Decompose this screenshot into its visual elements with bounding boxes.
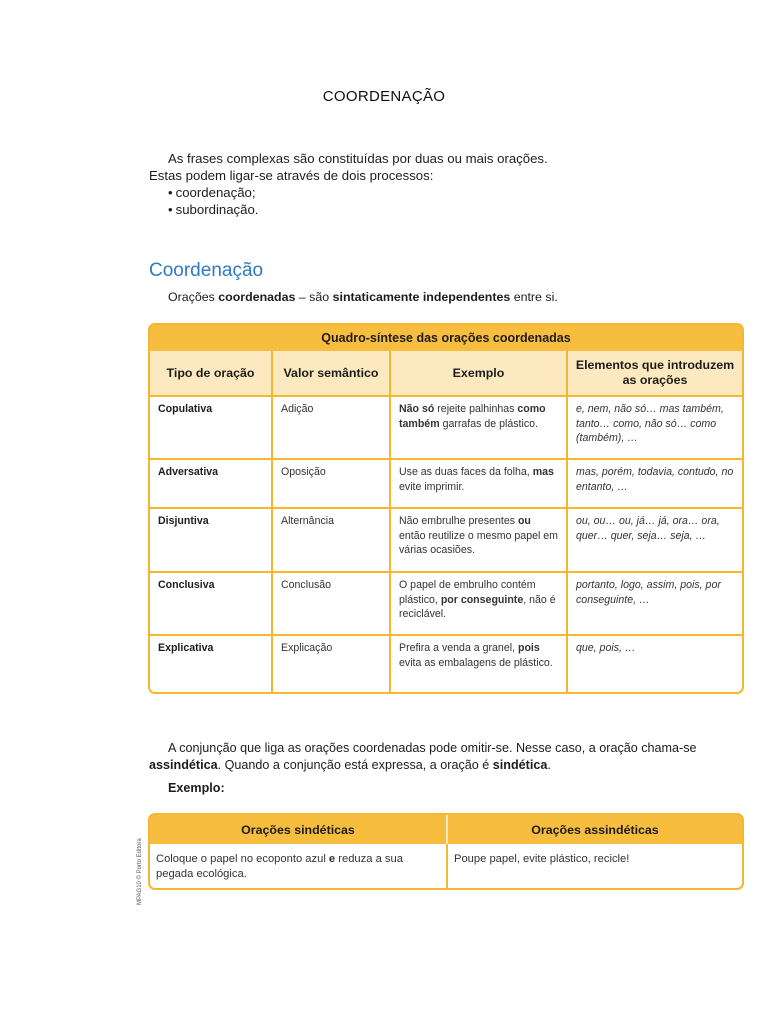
bold-connector: Não só <box>399 403 435 415</box>
column-header-type: Tipo de oração <box>150 351 272 396</box>
text-segment: Prefira a venda a granel, <box>399 642 518 654</box>
cell-type: Explicativa <box>150 635 272 693</box>
summary-table-body <box>150 396 742 693</box>
lead-text: entre si. <box>510 290 558 304</box>
table-row <box>150 635 742 693</box>
intro-line-2: Estas podem ligar-se através de dois processos: <box>149 168 434 183</box>
example-table-grid <box>150 815 742 890</box>
cell-example <box>390 635 567 693</box>
intro-paragraph <box>149 150 548 218</box>
cell-type: Adversativa <box>150 459 272 508</box>
cell-asyndetic-example: Poupe papel, evite plástico, recicle! <box>447 844 742 890</box>
cell-type: Conclusiva <box>150 572 272 635</box>
text-segment: Coloque o papel no ecoponto azul <box>156 853 329 865</box>
column-header-syndetic: Orações sindéticas <box>150 815 447 844</box>
summary-table-grid <box>150 351 742 693</box>
column-header-asyndetic: Orações assindéticas <box>447 815 742 844</box>
page-title: COORDENAÇÃO <box>322 88 446 105</box>
text-segment: Não embrulhe presentes <box>399 515 518 527</box>
table-header-row <box>150 351 742 396</box>
cell-type: Copulativa <box>150 396 272 459</box>
cell-example <box>390 396 567 459</box>
process-list <box>149 184 548 218</box>
cell-value: Adição <box>272 396 390 459</box>
term-asyndetic: assindética <box>149 758 218 772</box>
section-lead <box>168 290 558 304</box>
table-row <box>150 844 742 890</box>
bold-connector: ou <box>517 515 531 527</box>
text-segment: garrafas de plástico. <box>439 417 538 430</box>
side-credit: MPAG10 © Porto Editora <box>137 838 143 905</box>
cell-elements: portanto, logo, assim, pois, por conseguinte, … <box>567 572 742 635</box>
paragraph-line: A conjunção que liga as orações coordenadas pode omitir-se. Nesse caso, a oração chama-se <box>168 741 697 755</box>
cell-value: Conclusão <box>272 572 390 635</box>
intro-line-1: As frases complexas são constituídas por duas ou mais orações. <box>168 151 548 166</box>
table-row <box>150 459 742 508</box>
cell-type: Disjuntiva <box>150 508 272 572</box>
paragraph-text: . <box>547 758 551 772</box>
bold-connector: pois <box>517 642 540 654</box>
column-header-value: Valor semântico <box>272 351 390 396</box>
cell-elements: mas, porém, todavia, contudo, no entanto, … <box>567 459 742 508</box>
list-item: • coordenação; <box>168 184 548 201</box>
bold-connector: por conseguinte <box>440 593 524 606</box>
bold-connector: mas <box>532 466 554 478</box>
cell-example <box>390 508 567 572</box>
summary-table-caption: Quadro-síntese das orações coordenadas <box>150 325 742 351</box>
bold-connector: como também <box>399 403 546 430</box>
text-segment: rejeite palhinhas <box>434 403 518 415</box>
example-table <box>148 813 744 890</box>
table-row <box>150 572 742 635</box>
cell-elements: ou, ou… ou, já… já, ora… ora, quer… quer, seja… seja, … <box>567 508 742 572</box>
lead-text: – são <box>295 290 333 304</box>
lead-bold-term: coordenadas <box>218 290 296 304</box>
lead-text: Orações <box>168 290 219 304</box>
table-row <box>150 396 742 459</box>
paragraph-line <box>149 757 745 774</box>
term-syndetic: sindética <box>492 758 548 772</box>
asyndetic-paragraph <box>149 740 745 774</box>
text-segment: evita as embalagens de plástico. <box>399 656 553 669</box>
cell-elements: que, pois, … <box>567 635 742 693</box>
paragraph-text: . Quando a conjunção está expressa, a oração é <box>217 758 493 772</box>
cell-example <box>390 459 567 508</box>
cell-value: Oposição <box>272 459 390 508</box>
section-heading: Coordenação <box>149 260 264 281</box>
column-header-elements: Elementos que introduzem as orações <box>567 351 742 396</box>
table-header-row <box>150 815 742 844</box>
text-segment: então reutilize o mesmo papel em várias ocasiões. <box>399 529 558 556</box>
text-segment: O papel de embrulho contém plástico, <box>399 579 536 606</box>
cell-elements: e, nem, não só… mas também, tanto… como, não só… como (também), … <box>567 396 742 459</box>
example-label: Exemplo: <box>168 781 225 795</box>
text-segment: evite imprimir. <box>399 480 465 493</box>
list-item: • subordinação. <box>168 201 548 218</box>
text-segment: , não é reciclável. <box>399 593 556 620</box>
cell-example <box>390 572 567 635</box>
column-header-example: Exemplo <box>390 351 567 396</box>
cell-syndetic-example <box>150 844 447 890</box>
table-row <box>150 508 742 572</box>
bold-connector: e <box>328 853 336 865</box>
text-segment: reduza a sua pegada ecológica. <box>156 853 403 880</box>
text-segment: Use as duas faces da folha, <box>399 466 533 478</box>
summary-table <box>148 323 744 694</box>
lead-bold-term: sintaticamente independentes <box>332 290 511 304</box>
cell-value: Explicação <box>272 635 390 693</box>
cell-value: Alternância <box>272 508 390 572</box>
